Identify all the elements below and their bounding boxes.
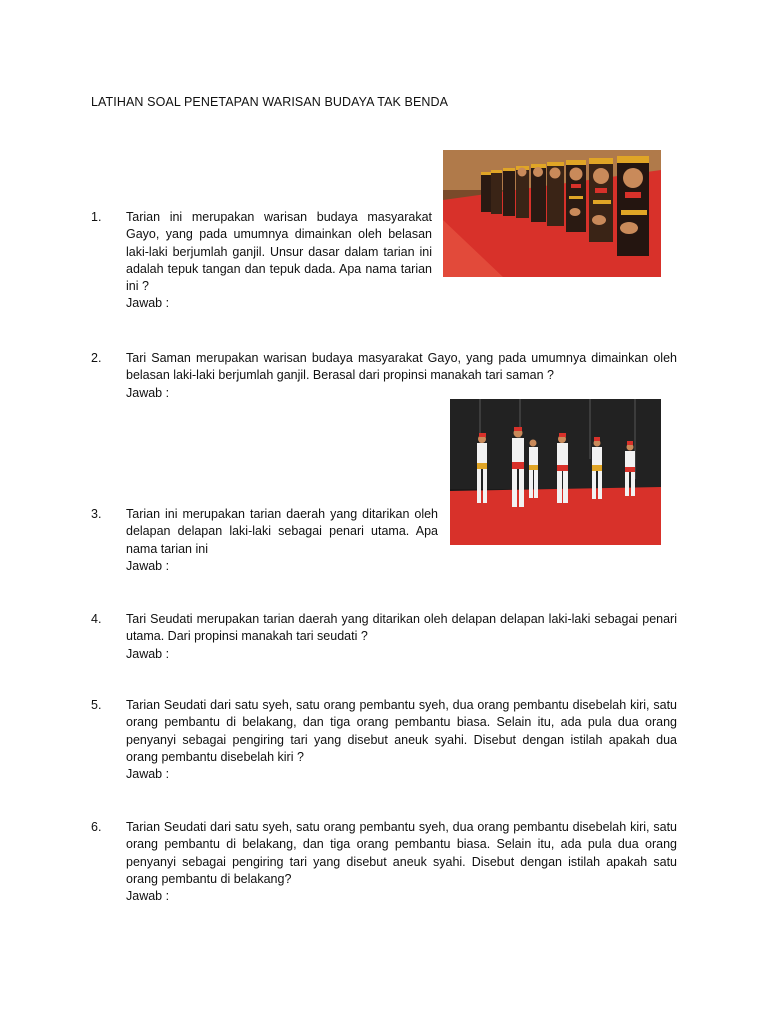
answer-label: Jawab :	[126, 889, 170, 904]
answer-label: Jawab :	[126, 296, 170, 311]
question-4	[91, 611, 677, 666]
question-1	[91, 209, 433, 319]
answer-label: Jawab :	[126, 558, 170, 573]
question-number: 4.	[91, 612, 102, 626]
question-text: Tari Seudati merupakan tarian daerah yang ditarikan oleh delapan delapan laki-laki sebagai penari utama. Dari propinsi manakah tari seudati ?	[126, 612, 677, 644]
question-number: 3.	[91, 507, 102, 521]
question-text: Tarian Seudati dari satu syeh, satu orang pembantu syeh, dua orang pembantu disebelah kiri, satu orang pembantu di belakang, dan tiga orang pembantu biasa. Selain itu, ada pula dua orang penyanyi sebagai pengiring tari yang disebut aneuk syahi. Disebut dengan istilah apakah satu orang pembantu di belakang?	[126, 820, 677, 886]
question-2	[91, 350, 677, 405]
saman-dance-photo	[443, 150, 661, 277]
answer-label: Jawab :	[126, 767, 170, 782]
question-5	[91, 697, 677, 787]
question-number: 2.	[91, 351, 102, 365]
question-number: 6.	[91, 820, 102, 834]
answer-label: Jawab :	[126, 385, 170, 400]
question-text: Tarian ini merupakan warisan budaya masyarakat Gayo, yang pada umumnya dimainkan oleh belasan laki-laki berjumlah ganjil. Unsur dasar dalam tarian ini adalah tepuk tangan dan tepuk dada. Apa nama tarian ini ?	[126, 210, 432, 294]
question-text: Tarian ini merupakan tarian daerah yang ditarikan oleh delapan delapan laki-laki sebagai penari utama. Apa nama tarian ini	[126, 507, 438, 556]
document-title: LATIHAN SOAL PENETAPAN WARISAN BUDAYA TAK BENDA	[91, 95, 449, 109]
question-6	[91, 819, 677, 909]
question-text: Tarian Seudati dari satu syeh, satu orang pembantu syeh, dua orang pembantu disebelah kiri, satu orang pembantu di belakang, dan tiga orang pembantu biasa. Selain itu, ada pula dua orang penyanyi sebagai pengiring tari yang disebut aneuk syahi. Disebut dengan istilah apakah dua orang pembantu disebelah kiri ?	[126, 698, 677, 764]
question-3	[91, 506, 438, 581]
question-number: 5.	[91, 698, 102, 712]
seudati-dance-photo-icon	[450, 399, 661, 545]
seudati-dance-photo	[450, 399, 661, 545]
question-number: 1.	[91, 210, 102, 224]
question-text: Tari Saman merupakan warisan budaya masyarakat Gayo, yang pada umumnya dimainkan oleh belasan laki-laki berjumlah ganjil. Berasal dari propinsi manakah tari saman ?	[126, 351, 677, 383]
saman-dance-photo-icon	[443, 150, 661, 277]
answer-label: Jawab :	[126, 646, 170, 661]
